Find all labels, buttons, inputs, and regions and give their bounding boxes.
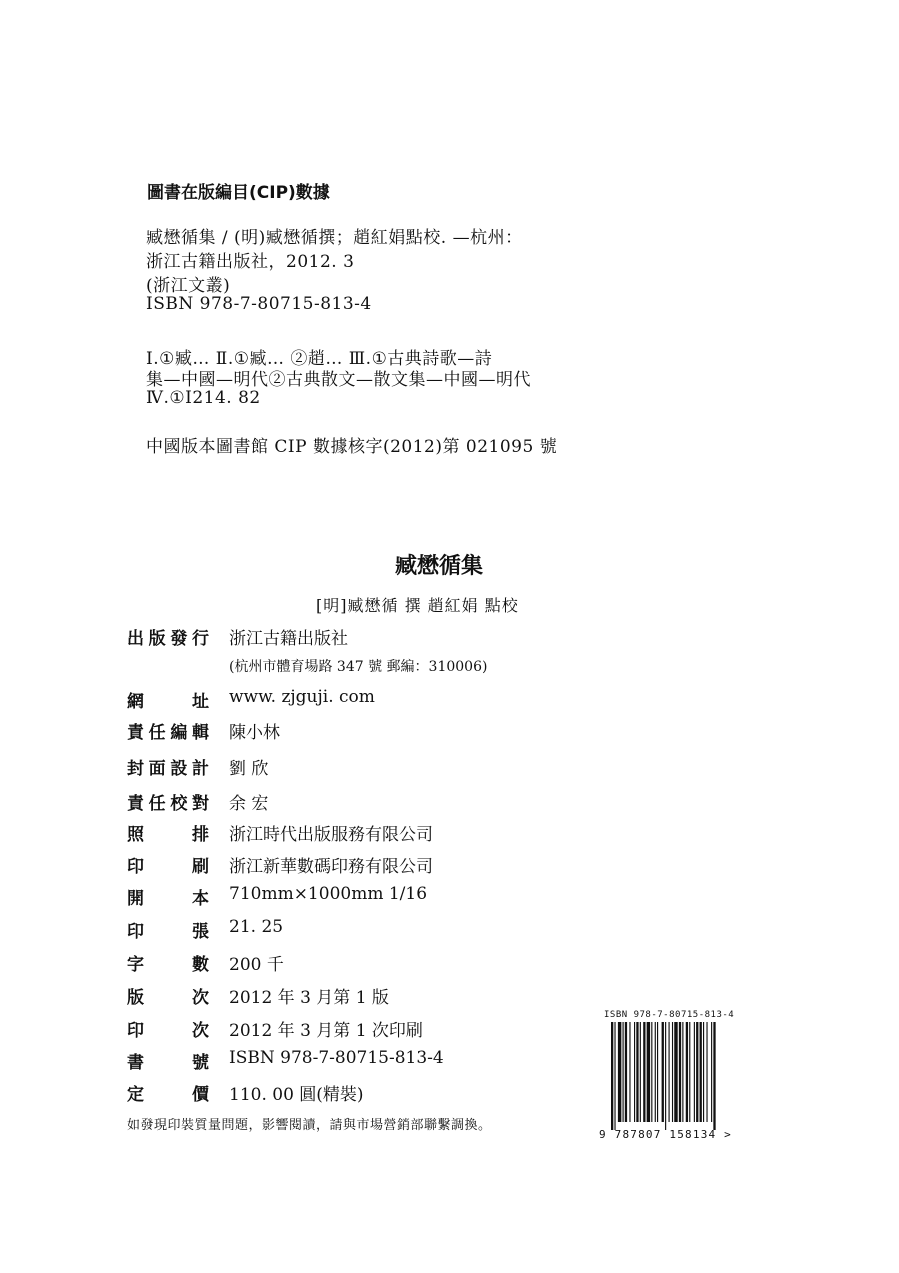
colophon-label [127, 1016, 209, 1041]
colophon-label-char: 對 [191, 794, 209, 814]
colophon-label-char: 任 [148, 723, 166, 743]
colophon-label-char: 設 [170, 759, 188, 779]
colophon-value: www. zjguji. com [229, 687, 375, 707]
colophon-label-char: 價 [192, 1085, 209, 1105]
colophon-value: 浙江古籍出版社 [229, 629, 348, 649]
colophon-value: 200 千 [229, 955, 284, 975]
colophon-label-char: 計 [191, 759, 209, 779]
cip-approval: 中國版本圖書館 CIP 數據核字(2012)第 021095 號 [146, 437, 558, 457]
barcode-icon [609, 1022, 754, 1130]
colophon-label [127, 754, 209, 779]
colophon-label-char: 次 [192, 988, 209, 1008]
colophon-label-char: 書 [127, 1053, 144, 1073]
colophon-value: 110. 00 圓(精裝) [229, 1085, 364, 1105]
colophon-label [127, 624, 209, 649]
colophon-label [127, 718, 209, 743]
colophon-label-char: 字 [127, 955, 144, 975]
colophon-label-char: 版 [127, 988, 144, 1008]
colophon-label [127, 789, 209, 814]
cip-classification-line: Ⅰ.①臧… Ⅱ.①臧… ②趙… Ⅲ.①古典詩歌—詩 [146, 349, 493, 369]
quality-notice: 如發現印裝質量問題，影響閱讀，請與市場營銷部聯繫調換。 [127, 1118, 492, 1133]
barcode-digits: 9 787807 158134 > [599, 1128, 732, 1141]
publisher-address: (杭州市體育場路 347 號 郵編：310006) [229, 659, 488, 675]
colophon-label-char: 印 [127, 857, 144, 877]
colophon-label-char: 出 [127, 629, 144, 649]
colophon-value: 余 宏 [229, 794, 269, 814]
colophon-label [127, 687, 209, 712]
colophon-value: 21. 25 [229, 917, 284, 937]
cip-heading: 圖書在版編目(CIP)數據 [147, 183, 330, 203]
colophon-label-char: 行 [191, 629, 209, 649]
colophon-value: 劉 欣 [229, 759, 269, 779]
book-title: 臧懋循集 [395, 554, 484, 579]
colophon-label-char: 印 [127, 922, 144, 942]
colophon-label-char: 印 [127, 1021, 144, 1041]
cip-line: 臧懋循集 / (明)臧懋循撰；趙紅娟點校. —杭州： [146, 228, 523, 248]
colophon-value: 710mm×1000mm 1/16 [229, 884, 428, 904]
colophon-label-char: 任 [148, 794, 166, 814]
colophon-label [127, 1048, 209, 1073]
colophon-label-char: 次 [192, 1021, 209, 1041]
colophon-label-char: 版 [148, 629, 166, 649]
colophon-label-char: 面 [148, 759, 166, 779]
colophon-label [127, 1080, 209, 1105]
colophon-label-char: 責 [127, 794, 144, 814]
colophon-value: 浙江新華數碼印務有限公司 [229, 857, 433, 877]
colophon-label-char: 網 [127, 692, 144, 712]
colophon-value: 浙江時代出版服務有限公司 [229, 825, 433, 845]
colophon-label-char: 排 [192, 825, 209, 845]
colophon-label-char: 編 [170, 723, 188, 743]
colophon-label-char: 數 [192, 955, 209, 975]
colophon-label-char: 照 [127, 825, 144, 845]
cip-line: ISBN 978-7-80715-813-4 [146, 294, 372, 314]
colophon-value: 2012 年 3 月第 1 版 [229, 988, 389, 1008]
colophon-label-char: 開 [127, 889, 144, 909]
colophon-label [127, 917, 209, 942]
colophon-label-char: 輯 [191, 723, 209, 743]
colophon-value: ISBN 978-7-80715-813-4 [229, 1048, 444, 1068]
barcode-isbn-text: ISBN 978-7-80715-813-4 [604, 1010, 735, 1020]
colophon-label-char: 定 [127, 1085, 144, 1105]
cip-classification-line: Ⅳ.①I214. 82 [146, 388, 261, 408]
colophon-label [127, 983, 209, 1008]
colophon-label-char: 張 [192, 922, 209, 942]
cip-line: 浙江古籍出版社，2012. 3 [146, 252, 355, 272]
colophon-label-char: 發 [170, 629, 188, 649]
colophon-label-char: 本 [192, 889, 209, 909]
colophon-label-char: 刷 [192, 857, 209, 877]
colophon-value: 2012 年 3 月第 1 次印刷 [229, 1021, 423, 1041]
colophon-label-char: 封 [127, 759, 144, 779]
colophon-label-char: 址 [192, 692, 209, 712]
book-authors: [明]臧懋循 撰 趙紅娟 點校 [316, 596, 519, 615]
colophon-label-char: 校 [170, 794, 188, 814]
colophon-label-char: 號 [192, 1053, 209, 1073]
colophon-label-char: 責 [127, 723, 144, 743]
cip-classification-line: 集—中國—明代②古典散文—散文集—中國—明代 [146, 370, 531, 390]
colophon-value: 陳小林 [229, 723, 280, 743]
colophon-label [127, 820, 209, 845]
colophon-label [127, 852, 209, 877]
colophon-label [127, 884, 209, 909]
colophon-label [127, 950, 209, 975]
cip-line: (浙江文叢) [146, 276, 231, 296]
